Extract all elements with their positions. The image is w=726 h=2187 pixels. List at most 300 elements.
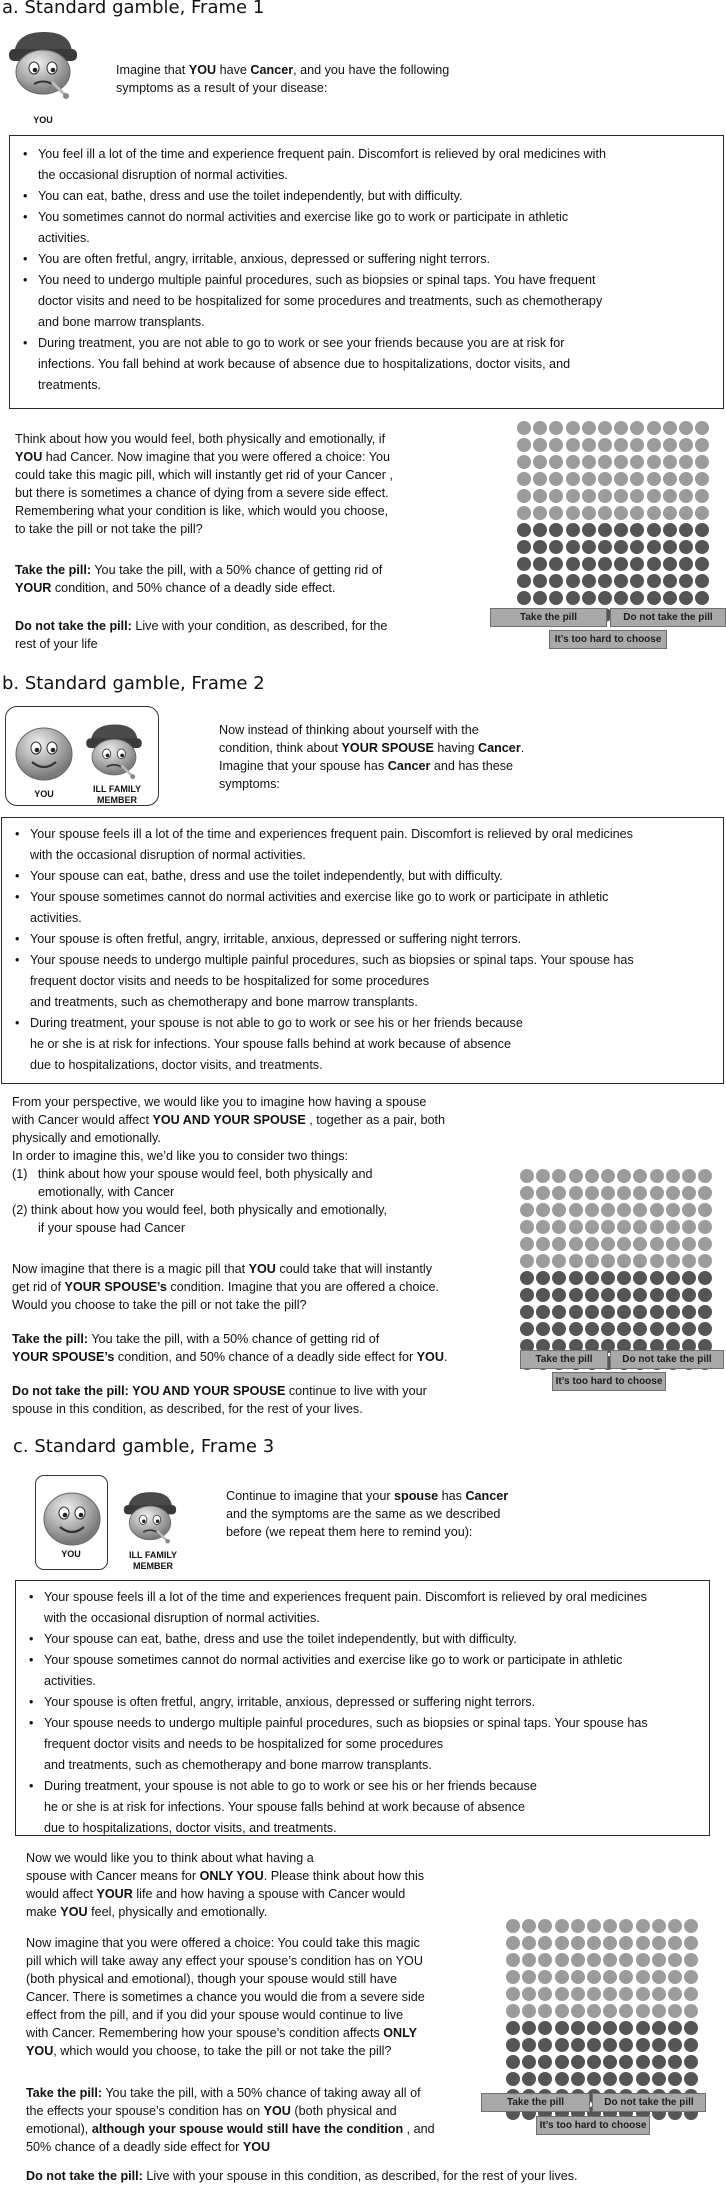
survival-dot <box>566 421 580 435</box>
survival-dot <box>663 506 677 520</box>
survival-dot <box>522 1936 536 1950</box>
death-risk-dot <box>555 2055 569 2069</box>
death-risk-dot <box>630 591 644 605</box>
survival-dot <box>506 1936 520 1950</box>
frame-a-question: Think about how you would feel, both physically and emotionally, if YOU had Cancer. Now imagine that you were offered a choice: You could take this magic pill, which will instantly get rid of your Cancer , but there is sometimes a chance of dying from a severe side effect. Remembering what your condition is like, which would you choose, to take the pill or not take the pill? <box>15 432 393 536</box>
death-risk-dot <box>603 2055 617 2069</box>
survival-dot <box>520 1203 534 1217</box>
survival-dot <box>619 1919 633 1933</box>
death-risk-dot <box>617 1305 631 1319</box>
death-risk-dot <box>598 540 612 554</box>
frame-b-question: Now imagine that there is a magic pill that YOU could take that will instantly get rid of YOUR SPOUSE’s condition. Imagine that you are offered a choice. Would you choose to take the pill or not take the pill? <box>12 1262 440 1312</box>
survival-dot <box>617 1186 631 1200</box>
survival-dot <box>666 1186 680 1200</box>
survival-dot <box>549 438 563 452</box>
sick-face-icon <box>80 718 148 788</box>
death-risk-dot <box>698 1271 712 1285</box>
survival-dot <box>652 2004 666 2018</box>
survival-dot <box>650 1203 664 1217</box>
survival-dot <box>614 455 628 469</box>
death-risk-dot <box>587 2038 601 2052</box>
survival-dot <box>587 1953 601 1967</box>
survival-dot <box>617 1220 631 1234</box>
survival-dot <box>682 1237 696 1251</box>
survival-dot <box>538 1987 552 2001</box>
symptom-item: • Your spouse sometimes cannot do normal activities and exercise like go to work or participate in athletic activities. <box>12 887 713 929</box>
survival-dot <box>666 1237 680 1251</box>
survival-dot <box>571 1936 585 1950</box>
survival-dot <box>695 438 709 452</box>
death-risk-dot <box>663 557 677 571</box>
survival-dot <box>668 1919 682 1933</box>
ill-family-member-label: ILL FAMILY MEMBER <box>128 1550 177 1571</box>
survival-dot <box>668 1987 682 2001</box>
survival-dot <box>652 1970 666 1984</box>
survival-dot <box>569 1220 583 1234</box>
survival-dot <box>663 455 677 469</box>
frame-a-title: a. Standard gamble, Frame 1 <box>2 0 265 18</box>
survival-dot <box>520 1237 534 1251</box>
death-risk-dot <box>614 574 628 588</box>
death-risk-dot <box>614 523 628 537</box>
death-risk-dot <box>630 523 644 537</box>
survival-dot <box>684 1919 698 1933</box>
survival-dot <box>585 1186 599 1200</box>
symptom-item: • Your spouse can eat, bathe, dress and use the toilet independently, but with difficulty. <box>26 1629 699 1650</box>
frame-b-intro: Now instead of thinking about yourself with the condition, think about YOUR SPOUSE having Cancer. Imagine that your spouse has Cancer and has these symptoms: <box>219 723 525 791</box>
death-risk-dot <box>663 591 677 605</box>
survival-dot <box>684 2004 698 2018</box>
death-risk-dot <box>614 557 628 571</box>
take-pill-button[interactable]: Take the pill <box>490 608 607 627</box>
survival-dot <box>647 506 661 520</box>
death-risk-dot <box>682 1288 696 1302</box>
risk-dot-grid <box>517 421 709 622</box>
survival-dot <box>630 506 644 520</box>
survival-dot <box>601 1203 615 1217</box>
frame-c-intro: Continue to imagine that your spouse has Cancer and the symptoms are the same as we described before (we repeat them here to remind you): <box>226 1489 509 1539</box>
survival-dot <box>569 1186 583 1200</box>
survival-dot <box>679 421 693 435</box>
survival-dot <box>598 506 612 520</box>
death-risk-dot <box>582 557 596 571</box>
survival-dot <box>647 421 661 435</box>
survival-dot <box>585 1237 599 1251</box>
survival-dot <box>598 489 612 503</box>
survival-dot <box>536 1254 550 1268</box>
death-risk-dot <box>506 2072 520 2086</box>
survival-dot <box>585 1254 599 1268</box>
death-risk-dot <box>582 523 596 537</box>
survival-dot <box>569 1237 583 1251</box>
survival-dot <box>698 1220 712 1234</box>
frame-a-symptoms-box <box>9 135 724 409</box>
death-risk-dot <box>538 2021 552 2035</box>
survival-dot <box>520 1169 534 1183</box>
death-risk-dot <box>679 574 693 588</box>
sick-face-icon <box>6 24 80 110</box>
survival-dot <box>603 1936 617 1950</box>
death-risk-dot <box>619 2021 633 2035</box>
survival-dot <box>636 2004 650 2018</box>
death-risk-dot <box>684 2072 698 2086</box>
survival-dot <box>566 489 580 503</box>
survival-dot <box>522 1987 536 2001</box>
survival-dot <box>555 1919 569 1933</box>
survival-dot <box>533 472 547 486</box>
survival-dot <box>587 1936 601 1950</box>
survival-dot <box>603 1987 617 2001</box>
death-risk-dot <box>668 2038 682 2052</box>
take-pill-button[interactable]: Take the pill <box>520 1350 608 1369</box>
death-risk-dot <box>636 2055 650 2069</box>
survival-dot <box>614 489 628 503</box>
death-risk-dot <box>647 591 661 605</box>
death-risk-dot <box>552 1288 566 1302</box>
death-risk-dot <box>647 523 661 537</box>
survival-dot <box>650 1237 664 1251</box>
survival-dot <box>552 1254 566 1268</box>
survival-dot <box>666 1220 680 1234</box>
frame-b-take-pill-text: Take the pill: You take the pill, with a 50% chance of getting rid of YOUR SPOUSE’s condition, and 50% chance of a deadly side effect for YOU. <box>12 1332 448 1364</box>
survival-dot <box>569 1203 583 1217</box>
survival-dot <box>571 1953 585 1967</box>
survival-dot <box>587 1919 601 1933</box>
death-risk-dot <box>552 1305 566 1319</box>
death-risk-dot <box>666 1305 680 1319</box>
survival-dot <box>617 1203 631 1217</box>
you-label: YOU <box>61 1549 81 1559</box>
death-risk-dot <box>566 591 580 605</box>
survival-dot <box>549 421 563 435</box>
death-risk-dot <box>663 523 677 537</box>
death-risk-dot <box>549 591 563 605</box>
survival-dot <box>636 1953 650 1967</box>
death-risk-dot <box>666 1288 680 1302</box>
too-hard-button[interactable]: It’s too hard to choose <box>552 1372 666 1391</box>
death-risk-dot <box>536 1322 550 1336</box>
survival-dot <box>506 1970 520 1984</box>
death-risk-dot <box>549 540 563 554</box>
death-risk-dot <box>598 591 612 605</box>
survival-dot <box>668 1936 682 1950</box>
risk-dot-grid <box>520 1169 712 1370</box>
symptom-item: • Your spouse needs to undergo multiple painful procedures, such as biopsies or spinal taps. Your spouse has frequent doctor visits and needs to be hospitalized for some procedures and treatments, such as chemotherapy and bone marrow transplants. <box>12 950 713 1013</box>
survival-dot <box>506 1919 520 1933</box>
survival-dot <box>549 455 563 469</box>
survival-dot <box>684 1953 698 1967</box>
death-risk-dot <box>555 2072 569 2086</box>
death-risk-dot <box>684 2038 698 2052</box>
death-risk-dot <box>619 2072 633 2086</box>
death-risk-dot <box>601 1305 615 1319</box>
survival-dot <box>536 1186 550 1200</box>
frame-c-not-take-text: Do not take the pill: Live with your spouse in this condition, as described, for the rest of your lives. <box>26 2169 578 2183</box>
you-label: YOU <box>33 115 53 125</box>
death-risk-dot <box>571 2055 585 2069</box>
death-risk-dot <box>698 1305 712 1319</box>
death-risk-dot <box>552 1271 566 1285</box>
survival-dot <box>679 438 693 452</box>
death-risk-dot <box>517 540 531 554</box>
death-risk-dot <box>630 540 644 554</box>
survival-dot <box>517 472 531 486</box>
not-take-pill-button[interactable]: Do not take the pill <box>610 1350 724 1369</box>
survival-dot <box>619 1987 633 2001</box>
death-risk-dot <box>536 1305 550 1319</box>
survival-dot <box>619 2004 633 2018</box>
death-risk-dot <box>601 1322 615 1336</box>
death-risk-dot <box>668 2055 682 2069</box>
survival-dot <box>571 1987 585 2001</box>
survival-dot <box>682 1169 696 1183</box>
survival-dot <box>552 1186 566 1200</box>
survival-dot <box>598 472 612 486</box>
survival-dot <box>636 1919 650 1933</box>
survival-dot <box>603 2004 617 2018</box>
survival-dot <box>517 421 531 435</box>
death-risk-dot <box>506 2055 520 2069</box>
death-risk-dot <box>587 2021 601 2035</box>
survival-dot <box>601 1186 615 1200</box>
survival-dot <box>666 1169 680 1183</box>
death-risk-dot <box>582 591 596 605</box>
survival-dot <box>566 455 580 469</box>
death-risk-dot <box>695 523 709 537</box>
survival-dot <box>663 421 677 435</box>
symptom-item: • Your spouse feels ill a lot of the time and experiences frequent pain. Discomfort is relieved by oral medicines with the occasional disruption of normal activities. <box>26 1587 699 1629</box>
survival-dot <box>520 1220 534 1234</box>
survival-dot <box>549 489 563 503</box>
death-risk-dot <box>555 2038 569 2052</box>
death-risk-dot <box>666 1322 680 1336</box>
survival-dot <box>617 1237 631 1251</box>
frame-b-title: b. Standard gamble, Frame 2 <box>2 673 265 694</box>
survival-dot <box>603 1970 617 1984</box>
death-risk-dot <box>569 1288 583 1302</box>
frame-b-perspective: From your perspective, we would like you to imagine how having a spouse with Cancer would affect YOU AND YOUR SPOUSE , together as a pair, both physically and emotionally. In order to imagine this, we’d like you to consider two things: (1) think about how your spouse would feel, both physically and emotionally, with Cancer (2) think about how you would feel, both physically and emotionally, if your spouse had Cancer <box>12 1095 446 1235</box>
death-risk-dot <box>520 1288 534 1302</box>
survival-dot <box>598 438 612 452</box>
death-risk-dot <box>695 574 709 588</box>
death-risk-dot <box>695 557 709 571</box>
death-risk-dot <box>603 2038 617 2052</box>
not-take-pill-button[interactable]: Do not take the pill <box>610 608 726 627</box>
too-hard-button[interactable]: It’s too hard to choose <box>536 2116 650 2135</box>
survival-dot <box>603 1953 617 1967</box>
death-risk-dot <box>538 2072 552 2086</box>
death-risk-dot <box>522 2038 536 2052</box>
survival-dot <box>552 1237 566 1251</box>
death-risk-dot <box>587 2055 601 2069</box>
symptom-item: • Your spouse feels ill a lot of the time and experiences frequent pain. Discomfort is relieved by oral medicines with the occasional disruption of normal activities. <box>12 824 713 866</box>
survival-dot <box>630 455 644 469</box>
survival-dot <box>533 489 547 503</box>
frame-c-only-you: Now we would like you to think about what having a spouse with Cancer means for ONLY YOU. Please think about how this would affect YOUR life and how having a spouse with Cancer would make YOU feel, physically and emotionally. <box>26 1851 425 1919</box>
survival-dot <box>506 2004 520 2018</box>
survival-dot <box>633 1203 647 1217</box>
survival-dot <box>601 1237 615 1251</box>
survival-dot <box>636 1970 650 1984</box>
survival-dot <box>587 1970 601 1984</box>
risk-dot-grid <box>506 1919 698 2120</box>
survival-dot <box>614 472 628 486</box>
survival-dot <box>614 506 628 520</box>
survival-dot <box>566 472 580 486</box>
death-risk-dot <box>652 2038 666 2052</box>
death-risk-dot <box>633 1271 647 1285</box>
survival-dot <box>633 1169 647 1183</box>
death-risk-dot <box>698 1322 712 1336</box>
survival-dot <box>533 455 547 469</box>
survival-dot <box>695 421 709 435</box>
survival-dot <box>619 1970 633 1984</box>
death-risk-dot <box>533 591 547 605</box>
death-risk-dot <box>598 523 612 537</box>
survival-dot <box>663 438 677 452</box>
death-risk-dot <box>636 2021 650 2035</box>
survival-dot <box>571 1919 585 1933</box>
survival-dot <box>536 1220 550 1234</box>
death-risk-dot <box>585 1305 599 1319</box>
survival-dot <box>552 1203 566 1217</box>
survival-dot <box>650 1220 664 1234</box>
death-risk-dot <box>506 2038 520 2052</box>
survival-dot <box>585 1169 599 1183</box>
death-risk-dot <box>682 1271 696 1285</box>
survival-dot <box>517 455 531 469</box>
symptom-item: • You sometimes cannot do normal activities and exercise like go to work or participate in athletic activities. <box>20 207 713 249</box>
death-risk-dot <box>582 574 596 588</box>
frame-b-not-take-text: Do not take the pill: YOU AND YOUR SPOUSE continue to live with your spouse in this condition, as described, for the rest of your lives. <box>12 1384 427 1416</box>
death-risk-dot <box>569 1305 583 1319</box>
death-risk-dot <box>617 1322 631 1336</box>
survival-dot <box>569 1254 583 1268</box>
survival-dot <box>536 1237 550 1251</box>
survival-dot <box>538 1953 552 1967</box>
survival-dot <box>582 472 596 486</box>
survival-dot <box>698 1203 712 1217</box>
death-risk-dot <box>520 1271 534 1285</box>
survival-dot <box>695 455 709 469</box>
survival-dot <box>555 1953 569 1967</box>
survival-dot <box>652 1919 666 1933</box>
death-risk-dot <box>668 2021 682 2035</box>
death-risk-dot <box>666 1271 680 1285</box>
death-risk-dot <box>647 557 661 571</box>
death-risk-dot <box>617 1288 631 1302</box>
death-risk-dot <box>614 540 628 554</box>
death-risk-dot <box>585 1271 599 1285</box>
survival-dot <box>582 489 596 503</box>
death-risk-dot <box>522 2021 536 2035</box>
death-risk-dot <box>517 591 531 605</box>
death-risk-dot <box>587 2072 601 2086</box>
survival-dot <box>633 1186 647 1200</box>
death-risk-dot <box>549 574 563 588</box>
death-risk-dot <box>663 574 677 588</box>
survival-dot <box>668 2004 682 2018</box>
frame-c-take-pill-text: Take the pill: You take the pill, with a 50% chance of taking away all of the effects your spouse’s condition has on YOU (both physical and emotional), although your spouse would still have the condition , and 50% chance of a deadly side effect for YOU <box>26 2086 435 2154</box>
survival-dot <box>633 1220 647 1234</box>
death-risk-dot <box>652 2072 666 2086</box>
death-risk-dot <box>506 2021 520 2035</box>
death-risk-dot <box>617 1271 631 1285</box>
survival-dot <box>598 455 612 469</box>
death-risk-dot <box>650 1305 664 1319</box>
death-risk-dot <box>684 2055 698 2069</box>
survival-dot <box>698 1237 712 1251</box>
frame-a-intro: Imagine that YOU have Cancer, and you have the following symptoms as a result of your disease: <box>116 63 450 95</box>
death-risk-dot <box>652 2055 666 2069</box>
survival-dot <box>520 1254 534 1268</box>
sick-face-icon <box>118 1486 182 1552</box>
survival-dot <box>555 1987 569 2001</box>
survival-dot <box>536 1169 550 1183</box>
survival-dot <box>585 1220 599 1234</box>
survival-dot <box>668 1953 682 1967</box>
survival-dot <box>617 1254 631 1268</box>
death-risk-dot <box>538 2055 552 2069</box>
symptom-item: • Your spouse is often fretful, angry, irritable, anxious, depressed or suffering night terrors. <box>12 929 713 950</box>
survival-dot <box>630 438 644 452</box>
survival-dot <box>601 1220 615 1234</box>
survival-dot <box>652 1936 666 1950</box>
death-risk-dot <box>695 591 709 605</box>
survival-dot <box>533 506 547 520</box>
death-risk-dot <box>522 2055 536 2069</box>
death-risk-dot <box>566 574 580 588</box>
survival-dot <box>555 2004 569 2018</box>
survival-dot <box>571 2004 585 2018</box>
ill-family-member-label: ILL FAMILY MEMBER <box>92 784 141 805</box>
death-risk-dot <box>603 2021 617 2035</box>
survival-dot <box>684 1936 698 1950</box>
survival-dot <box>566 438 580 452</box>
survival-dot <box>522 2004 536 2018</box>
death-risk-dot <box>520 1322 534 1336</box>
symptom-item: • Your spouse can eat, bathe, dress and use the toilet independently, but with difficulty. <box>12 866 713 887</box>
death-risk-dot <box>549 557 563 571</box>
frame-c-question: Now imagine that you were offered a choice: You could take this magic pill which will take away any effect your spouse’s condition has on YOU (both physical and emotional), though your spouse would still have Cancer. There is sometimes a chance you would die from a severe side effect from the pill, and if you did your spouse would continue to live with Cancer. Remembering how your spouse’s condition affects ONLY YOU, which would you choose, to take the pill or not take the pill? <box>26 1936 425 2058</box>
survival-dot <box>555 1936 569 1950</box>
survival-dot <box>695 472 709 486</box>
frame-c-title: c. Standard gamble, Frame 3 <box>13 1436 275 1457</box>
death-risk-dot <box>647 540 661 554</box>
death-risk-dot <box>619 2038 633 2052</box>
you-label: YOU <box>34 789 54 799</box>
death-risk-dot <box>682 1305 696 1319</box>
survival-dot <box>652 1987 666 2001</box>
survival-dot <box>520 1186 534 1200</box>
death-risk-dot <box>552 1322 566 1336</box>
death-risk-dot <box>517 523 531 537</box>
take-pill-button[interactable]: Take the pill <box>481 2093 590 2112</box>
survival-dot <box>636 1987 650 2001</box>
death-risk-dot <box>533 523 547 537</box>
survival-dot <box>598 421 612 435</box>
symptom-item: • Your spouse sometimes cannot do normal activities and exercise like go to work or participate in athletic activities. <box>26 1650 699 1692</box>
death-risk-dot <box>636 2072 650 2086</box>
survival-dot <box>682 1186 696 1200</box>
not-take-pill-button[interactable]: Do not take the pill <box>592 2093 706 2112</box>
too-hard-button[interactable]: It’s too hard to choose <box>549 630 667 649</box>
death-risk-dot <box>698 1288 712 1302</box>
survival-dot <box>585 1203 599 1217</box>
death-risk-dot <box>522 2072 536 2086</box>
survival-dot <box>587 2004 601 2018</box>
survival-dot <box>538 1970 552 1984</box>
